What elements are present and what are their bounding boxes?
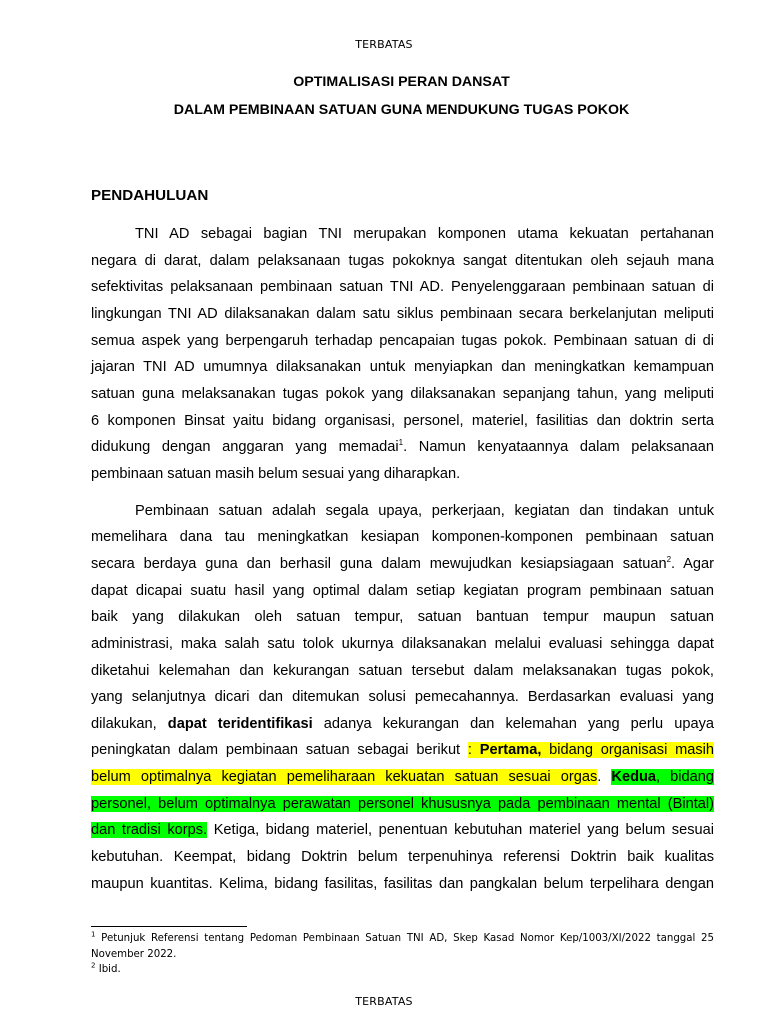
highlight-yellow bbox=[468, 742, 714, 758]
paragraph-line: maupun kuantitas. Kelima, bidang fasilitas, fasilitas dan pangkalan belum terpelihara dengan bbox=[91, 875, 714, 892]
paragraph-line: baik yang dilakukan oleh satuan tempur, satuan bantuan tempur maupun satuan bbox=[91, 609, 714, 626]
highlight-yellow: belum optimalnya kegiatan pemeliharaan kekuatan satuan sesuai orgas bbox=[91, 769, 598, 786]
paragraph-line: satuan guna melaksanakan tugas pokok yang dilaksanakan sepanjang tahun, yang meliputi bbox=[91, 385, 714, 402]
footnote-mark: 2 bbox=[91, 961, 96, 970]
paragraph-line: sefektivitas pelaksanaan pembinaan satuan TNI AD. Penyelenggaraan pembinaan satuan di bbox=[91, 279, 714, 296]
paragraph-line: TNI AD sebagai bagian TNI merupakan komponen utama kekuatan pertahanan bbox=[135, 226, 714, 242]
footnote-line: November 2022. bbox=[91, 948, 177, 960]
footnotes bbox=[91, 931, 714, 978]
text-run: . Agar bbox=[671, 555, 714, 572]
paragraph-line: pembinaan satuan masih belum sesuai yang diharapkan. bbox=[91, 465, 461, 482]
header-classification: TERBATAS bbox=[355, 38, 413, 51]
paragraph-line bbox=[91, 817, 714, 844]
highlight-green: personel, belum optimalnya perawatan personel khususnya pada pembinaan mental (Bintal) bbox=[91, 795, 714, 812]
paragraph-line bbox=[91, 737, 714, 764]
paragraph-line: semua aspek yang berpengaruh terhadap pencapaian tugas pokok. Pembinaan satuan di di bbox=[91, 332, 714, 349]
body-text bbox=[91, 221, 714, 897]
text-run: dilakukan, bbox=[91, 715, 168, 732]
footnote-reference-2[interactable]: 2 bbox=[666, 555, 672, 565]
paragraph-line bbox=[91, 551, 714, 578]
paragraph-2 bbox=[91, 498, 714, 898]
paragraph-line: 6 komponen Binsat yaitu bidang organisasi, personel, materiel, fasilitias dan doktrin serta bbox=[91, 412, 714, 429]
text-run: secara berdaya guna dan berhasil guna dalam mewujudkan kesiapsiagaan satuan bbox=[91, 555, 667, 572]
text-run: Ketiga, bidang materiel, penentuan kebutuhan materiel yang belum sesuai bbox=[207, 822, 714, 839]
paragraph-line: Pembinaan satuan adalah segala upaya, perkerjaan, kegiatan dan tindakan untuk bbox=[135, 502, 714, 519]
bold-phrase: dapat teridentifikasi bbox=[167, 715, 313, 732]
paragraph-line: negara di darat, dalam pelaksanaan tugas pokoknya sangat ditentukan oleh sejauh mana bbox=[91, 252, 714, 269]
paragraph-line: yang selanjutnya dicari dan ditemukan solusi pemecahannya. Berdasarkan evaluasi yang bbox=[91, 689, 714, 706]
text-run: , bidang bbox=[656, 769, 714, 786]
highlight-green bbox=[611, 769, 714, 785]
paragraph-line: jajaran TNI AD umumnya dilaksanakan untuk menyiapkan dan meningkatkan kemampuan bbox=[91, 359, 714, 376]
text-run: . bbox=[597, 769, 612, 786]
paragraph-line: lingkungan TNI AD dilaksanakan dalam satu siklus pembinaan secara berkelanjutan meliputi bbox=[91, 305, 714, 322]
footnote-line bbox=[91, 931, 714, 947]
footnote-mark: 1 bbox=[91, 930, 96, 939]
document-title-line-1: OPTIMALISASI PERAN DANSAT bbox=[293, 74, 510, 90]
paragraph-line: dapat dicapai suatu hasil yang optimal dalam setiap kegiatan program pembinaan satuan bbox=[91, 582, 714, 599]
bold-phrase: Pertama, bbox=[479, 742, 542, 759]
footnote-line bbox=[91, 962, 714, 978]
highlight-green: dan tradisi korps. bbox=[91, 822, 208, 839]
paragraph-line: administrasi, maka salah satu tolok ukurnya dilaksanakan melalui evaluasi sehingga dapat bbox=[91, 635, 714, 652]
text-run: bidang organisasi masih bbox=[541, 742, 715, 759]
text-run: peningkatan dalam pembinaan satuan sebagai berikut bbox=[91, 742, 468, 759]
paragraph-line: kebutuhan. Keempat, bidang Doktrin belum terpenuhinya referensi Doktrin baik kualitas bbox=[91, 849, 714, 866]
paragraph-line bbox=[91, 434, 714, 461]
paragraph-line bbox=[91, 791, 714, 818]
document-title-line-2: DALAM PEMBINAAN SATUAN GUNA MENDUKUNG TUGAS POKOK bbox=[173, 102, 630, 118]
text-run: . Namun kenyataannya dalam pelaksanaan bbox=[403, 439, 714, 456]
footnote-1 bbox=[91, 931, 714, 962]
text-run: didukung dengan anggaran yang memadai bbox=[91, 439, 399, 456]
paragraph-1 bbox=[91, 221, 714, 488]
text-run: adanya kekurangan dan kelemahan yang perlu upaya bbox=[312, 715, 714, 732]
paragraph-line bbox=[91, 764, 714, 791]
section-heading: PENDAHULUAN bbox=[91, 187, 209, 204]
footnote-text: Ibid. bbox=[95, 964, 121, 975]
footer-classification: TERBATAS bbox=[355, 995, 413, 1008]
bold-phrase: Kedua bbox=[611, 769, 657, 786]
footnote-separator bbox=[91, 926, 247, 927]
footnote-text: Petunjuk Referensi tentang Pedoman Pembinaan Satuan TNI AD, Skep Kasad Nomor Kep/1003/XI/2022 tanggal 25 bbox=[95, 933, 714, 944]
footnote-reference-1[interactable]: 1 bbox=[398, 438, 404, 448]
paragraph-line: memelihara dana tau meningkatkan kesiapan komponen-komponen pembinaan satuan bbox=[91, 529, 714, 546]
text-run: : bbox=[467, 742, 480, 759]
paragraph-line: diketahui kelemahan dan kekurangan satuan tersebut dalam melaksanakan tugas pokok, bbox=[91, 662, 714, 679]
footnote-2 bbox=[91, 962, 714, 978]
paragraph-line bbox=[91, 711, 714, 738]
